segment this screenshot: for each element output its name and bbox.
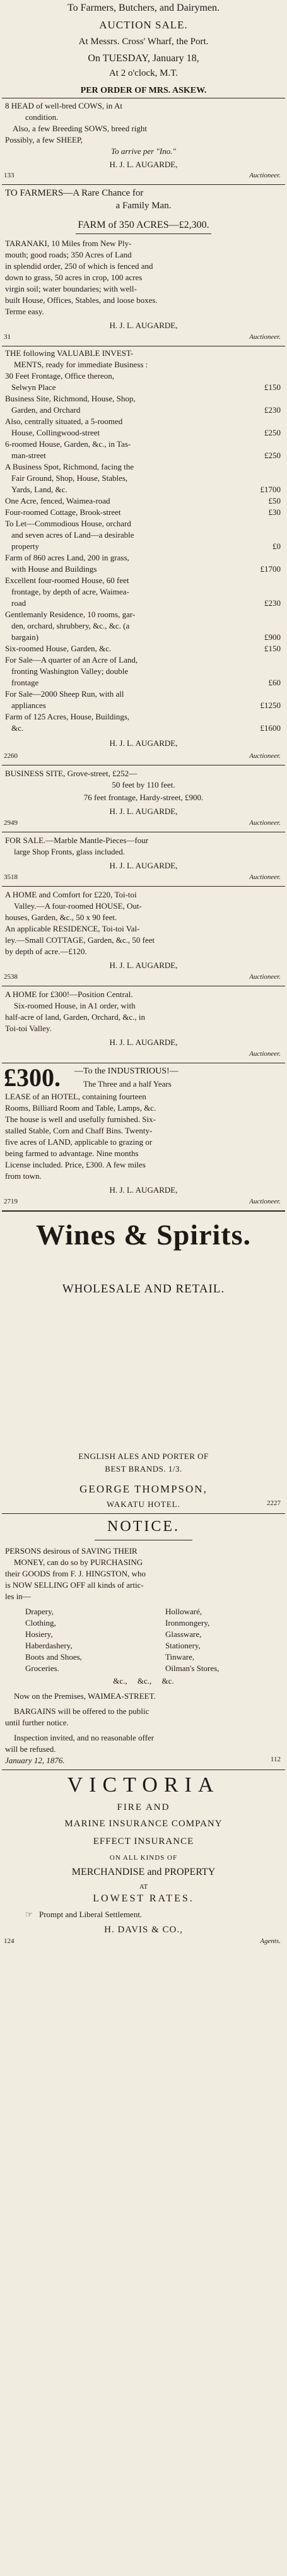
ad7-role: Auctioneer. <box>249 1050 281 1058</box>
ad10-left-3: Hosiery, <box>25 1629 53 1639</box>
ad10-right-4: Stationery, <box>165 1641 201 1650</box>
ad11-line-1: FIRE AND <box>117 1802 170 1812</box>
ad3-price-2: £230 <box>264 405 281 415</box>
ad10-line-5: les in— <box>5 1592 31 1601</box>
ad8-line-6: stalled Stable, Corn and Chaff Bins. Twenty- <box>5 1126 153 1135</box>
ad10-left-6: Groceries. <box>25 1663 59 1673</box>
ad6-line-3: houses, Garden, &c., 50 x 90 feet. <box>5 913 117 922</box>
ad10-right-6: Oilman's Stores, <box>165 1663 220 1673</box>
ad3-line-11: A Business Spot, Richmond, facing the <box>5 462 134 471</box>
ad8-line-7: five acres of LAND, applicable to grazing or <box>5 1137 153 1147</box>
ad3-line-25: den, orchard, shrubbery, &c., &c. (a <box>11 621 130 630</box>
ad1-line-2: condition. <box>25 112 59 122</box>
ad4-line-3: 76 feet frontage, Hardy-street, £900. <box>83 793 204 802</box>
ad6-line-5: ley.—Small COTTAGE, Garden, &c., 50 feet <box>5 935 155 945</box>
ad3-line-26: bargain) <box>11 632 39 642</box>
ad11-line-6: AT <box>139 1883 148 1891</box>
ad3-line-2: MENTS, ready for immediate Business : <box>14 360 148 369</box>
ad3-line-9: 6-roomed House, Garden, &c., in Tas- <box>5 439 131 449</box>
ad3-line-5: Business Site, Richmond, House, Shop, <box>5 394 136 403</box>
ad3-line-6: Garden, and Orchard <box>11 405 81 415</box>
ad8-line-5: The house is well and usefully furnished. Six- <box>5 1114 156 1124</box>
divider-9 <box>2 1513 285 1514</box>
ad3-line-7: Also, centrally situated, a 5-roomed <box>5 417 123 426</box>
ad3-line-1: THE following VALUABLE INVEST- <box>5 348 134 358</box>
ad3-price-1: £150 <box>264 382 281 392</box>
ad2-line-6: built House, Offices, Stables, and loose boxes. <box>5 295 158 305</box>
ad11-title: VICTORIA <box>67 1773 220 1797</box>
ad10-line-2: MONEY, can do so by PURCHASING <box>14 1557 143 1567</box>
ad3-line-29: fronting Washington Valley; double <box>11 666 129 676</box>
ad10-left-4: Haberdashery, <box>25 1641 73 1650</box>
ad10-left-5: Boots and Shoes, <box>25 1652 82 1662</box>
ad7-auctioneer: H. J. L. AUGARDE, <box>109 1037 178 1047</box>
ad4-role: Auctioneer. <box>249 819 281 827</box>
ad3-price-14: £1250 <box>260 700 281 710</box>
ad1-date: On TUESDAY, January 18, <box>88 53 199 64</box>
ad7-line-2: Six-roomed House, in A1 order, with <box>14 1001 136 1010</box>
ad10-invite-2: will be refused. <box>5 1744 56 1754</box>
ad9-number: 2227 <box>267 1499 281 1507</box>
ad10-right-2: Ironmongery, <box>165 1618 210 1628</box>
ad10-line-1: PERSONS desirous of SAVING THEIR <box>5 1546 138 1556</box>
ad3-line-3: 30 Feet Frontage, Office thereon, <box>5 371 115 381</box>
ad5-number: 3518 <box>4 873 18 881</box>
ad11-line-4: ON ALL KINDS OF <box>109 1854 178 1862</box>
ad3-line-34: &c. <box>11 723 24 733</box>
ad1-title: AUCTION SALE. <box>99 19 188 31</box>
ad3-price-13: £60 <box>268 678 281 687</box>
ad5-role: Auctioneer. <box>249 873 281 881</box>
ad7-line-3: half-acre of land, Garden, Orchard, &c., in <box>5 1012 145 1022</box>
ad8-line-1: —To the INDUSTRIOUS!— <box>74 1066 179 1076</box>
ad1-line-1: 8 HEAD of well-bred COWS, in At <box>5 101 122 110</box>
ad3-line-32: appliances <box>11 700 46 710</box>
ad3-auctioneer: H. J. L. AUGARDE, <box>109 738 178 748</box>
ad3-price-9: £1700 <box>260 564 281 574</box>
ad8-price: £300. <box>4 1063 61 1092</box>
ad9-line-2: BEST BRANDS. 1/3. <box>105 1464 182 1474</box>
ad9-subtitle: WHOLESALE AND RETAIL. <box>62 1282 225 1296</box>
ad11-role: Agents. <box>260 1937 281 1945</box>
ad2-title: FARM of 350 ACRES—£2,300. <box>78 220 209 230</box>
ad2-short-rule <box>76 233 211 234</box>
divider-8 <box>2 1210 285 1212</box>
ad8-line-2: The Three and a half Years <box>83 1079 172 1089</box>
ad8-line-3: LEASE of an HOTEL, containing fourteen <box>5 1092 146 1101</box>
ad3-price-10: £230 <box>264 598 281 608</box>
ad11-number: 124 <box>4 1937 15 1945</box>
ad3-price-7: £30 <box>268 507 281 517</box>
ad3-price-8: £0 <box>272 541 281 551</box>
ad3-line-23: road <box>11 598 26 608</box>
ad3-line-19: Farm of 860 acres Land, 200 in grass, <box>5 553 129 562</box>
ad10-right-1: Hollowaré, <box>165 1607 202 1616</box>
ad3-role: Auctioneer. <box>249 752 281 760</box>
ad10-etc: &c., &c., &c. <box>113 1676 174 1686</box>
ad2-role: Auctioneer. <box>249 333 281 341</box>
ad6-line-1: A HOME and Comfort for £220, Toi-toi <box>5 890 137 899</box>
ad10-number: 112 <box>270 1756 281 1763</box>
ad11-line-7: LOWEST RATES. <box>93 1893 194 1904</box>
ad3-line-14: One Acre, fenced, Waimea-road <box>5 496 110 505</box>
ad3-line-28: For Sale—A quarter of an Acre of Land, <box>5 655 138 665</box>
pointing-hand-icon: ☞ <box>25 1910 33 1919</box>
ad10-invite-1: Inspection invited, and no reasonable offer <box>14 1733 155 1742</box>
ad2-line-3: in splendid order, 250 of which is fenced and <box>5 261 153 271</box>
ad11-agent: H. DAVIS & CO., <box>104 1925 183 1935</box>
ad3-price-11: £900 <box>264 632 281 642</box>
ad10-right-5: Tinware, <box>165 1652 195 1662</box>
ad4-line-1: BUSINESS SITE, Grove-street, £252— <box>5 769 138 778</box>
ad3-line-30: frontage <box>11 678 39 687</box>
ad4-auctioneer: H. J. L. AUGARDE, <box>109 806 178 816</box>
ad8-number: 2719 <box>4 1198 18 1205</box>
ad6-line-2: Valley.—A four-roomed HOUSE, Out- <box>14 901 142 911</box>
ad7-line-1: A HOME for £300!—Position Central. <box>5 990 133 999</box>
ad8-line-9: License included. Price, £300. A few miles <box>5 1160 146 1169</box>
ad4-line-2: 50 feet by 110 feet. <box>112 780 175 789</box>
ad2-line-2: mouth; good roads; 350 Acres of Land <box>5 250 132 259</box>
ad1-line-4: Possibly, a few SHEEP, <box>5 135 83 145</box>
ad3-number: 2260 <box>4 752 18 760</box>
ad1-auctioneer: H. J. L. AUGARDE, <box>109 160 178 169</box>
ad5-line-2: large Shop Fronts, glass included. <box>14 847 125 856</box>
ad3-line-27: Six-roomed House, Garden, &c. <box>5 644 112 653</box>
ad6-line-6: by depth of acre.—£120. <box>5 947 87 956</box>
ad2-line-5: virgin soil; water boundaries; with well- <box>5 284 137 293</box>
ad2-auctioneer: H. J. L. AUGARDE, <box>109 321 178 330</box>
ad8-line-4: Rooms, Billiard Room and Table, Lamps, &c. <box>5 1103 156 1113</box>
ad3-line-33: Farm of 125 Acres, House, Buildings, <box>5 712 130 721</box>
ad3-line-31: For Sale—2000 Sheep Run, with all <box>5 689 124 699</box>
ad3-price-12: £150 <box>264 644 281 653</box>
ad3-line-10: man-street <box>11 451 46 460</box>
ad1-place: At Messrs. Cross' Wharf, the Port. <box>78 37 209 47</box>
ad11-line-8: Prompt and Liberal Settlement. <box>39 1910 143 1919</box>
ad6-line-4: An applicable RESIDENCE, Toi-toi Val- <box>5 924 140 933</box>
ad10-date: January 12, 1876. <box>5 1756 65 1765</box>
ad2-heading-1: TO FARMERS—A Rare Chance for <box>5 188 144 198</box>
ad2-line-7: Terme easy. <box>5 307 44 316</box>
ad10-left-1: Drapery, <box>25 1607 54 1616</box>
ad3-price-3: £250 <box>264 428 281 437</box>
ad2-line-1: TARANAKI, 10 Miles from New Ply- <box>5 239 132 248</box>
ad3-line-18: property <box>11 541 40 551</box>
ad11-line-5: MERCHANDISE and PROPERTY <box>71 1867 216 1877</box>
ad3-line-4: Selwyn Place <box>11 382 56 392</box>
ad7-line-4: Toi-toi Valley. <box>5 1024 52 1033</box>
ad1-role: Auctioneer. <box>249 172 281 179</box>
ad3-line-21: Excellent four-roomed House, 60 feet <box>5 576 129 585</box>
ad1-heading: To Farmers, Butchers, and Dairymen. <box>67 3 220 13</box>
ad10-bargains-2: until further notice. <box>5 1718 69 1727</box>
ad4-number: 2949 <box>4 819 18 827</box>
ad3-line-17: and seven acres of Land—a desirable <box>11 530 134 540</box>
ad3-price-5: £1700 <box>260 485 281 494</box>
ad9-line-1: ENGLISH ALES AND PORTER OF <box>78 1451 209 1461</box>
ad10-left-2: Clothing, <box>25 1618 56 1628</box>
divider-5 <box>2 886 285 887</box>
ad6-auctioneer: H. J. L. AUGARDE, <box>109 960 178 970</box>
ad9-place: WAKATU HOTEL. <box>107 1499 180 1509</box>
ad10-title: NOTICE. <box>107 1518 180 1535</box>
ad6-number: 2538 <box>4 973 18 981</box>
ad3-line-20: with House and Buildings <box>11 564 97 574</box>
ad2-heading-2: a Family Man. <box>115 201 172 211</box>
ad10-right-3: Glassware, <box>165 1629 202 1639</box>
ad3-line-8: House, Collingwood-street <box>11 428 100 437</box>
ad8-auctioneer: H. J. L. AUGARDE, <box>109 1185 178 1195</box>
ad10-line-4: is NOW SELLING OFF all kinds of artic- <box>5 1580 144 1590</box>
ad3-line-22: frontage, by depth of acre, Waimea- <box>11 587 129 596</box>
ad10-premises: Now on the Premises, WAIMEA-STREET. <box>14 1691 156 1701</box>
ad6-role: Auctioneer. <box>249 973 281 981</box>
ad8-role: Auctioneer. <box>249 1198 281 1205</box>
ad1-order: PER ORDER OF MRS. ASKEW. <box>80 86 207 95</box>
ad1-time: At 2 o'clock, M.T. <box>108 68 179 78</box>
ad2-number: 31 <box>4 333 11 341</box>
ad11-line-2: MARINE INSURANCE COMPANY <box>64 1819 223 1829</box>
ad3-price-15: £1600 <box>260 723 281 733</box>
ad3-line-15: Four-roomed Cottage, Brook-street <box>5 507 121 517</box>
ad3-line-16: To Let—Commodious House, orchard <box>5 519 131 528</box>
ad3-price-6: £50 <box>268 496 281 505</box>
ad11-line-3: EFFECT INSURANCE <box>93 1836 194 1846</box>
ad9-title: Wines & Spirits. <box>35 1219 252 1251</box>
ad9-name: GEORGE THOMPSON, <box>79 1483 208 1495</box>
divider-1 <box>2 184 285 185</box>
ad3-line-24: Gentlemanly Residence, 10 rooms, gar- <box>5 610 136 619</box>
ad1-line-5: To arrive per "Ino." <box>111 146 176 156</box>
ad3-price-4: £250 <box>264 451 281 460</box>
ad2-line-4: down to grass, 50 acres in crop, 100 acres <box>5 273 143 282</box>
ad8-line-8: being farmed to advantage. Nine months <box>5 1149 139 1158</box>
ad1-number: 133 <box>4 172 15 179</box>
ad5-auctioneer: H. J. L. AUGARDE, <box>109 861 178 870</box>
ad5-line-1: FOR SALE.—Marble Mantle-Pieces—four <box>5 836 149 845</box>
ad3-line-12: Fair Ground, Shop, House, Stables, <box>11 473 128 483</box>
ad1-line-3: Also, a few Breeding SOWS, breed right <box>13 124 148 133</box>
ad8-line-10: from town. <box>5 1171 42 1181</box>
ad10-bargains-1: BARGAINS will be offered to the public <box>14 1706 149 1716</box>
ad10-line-3: their GOODS from F. J. HINGSTON, who <box>5 1569 146 1578</box>
ad3-line-13: Yards, Land, &c. <box>11 485 67 494</box>
